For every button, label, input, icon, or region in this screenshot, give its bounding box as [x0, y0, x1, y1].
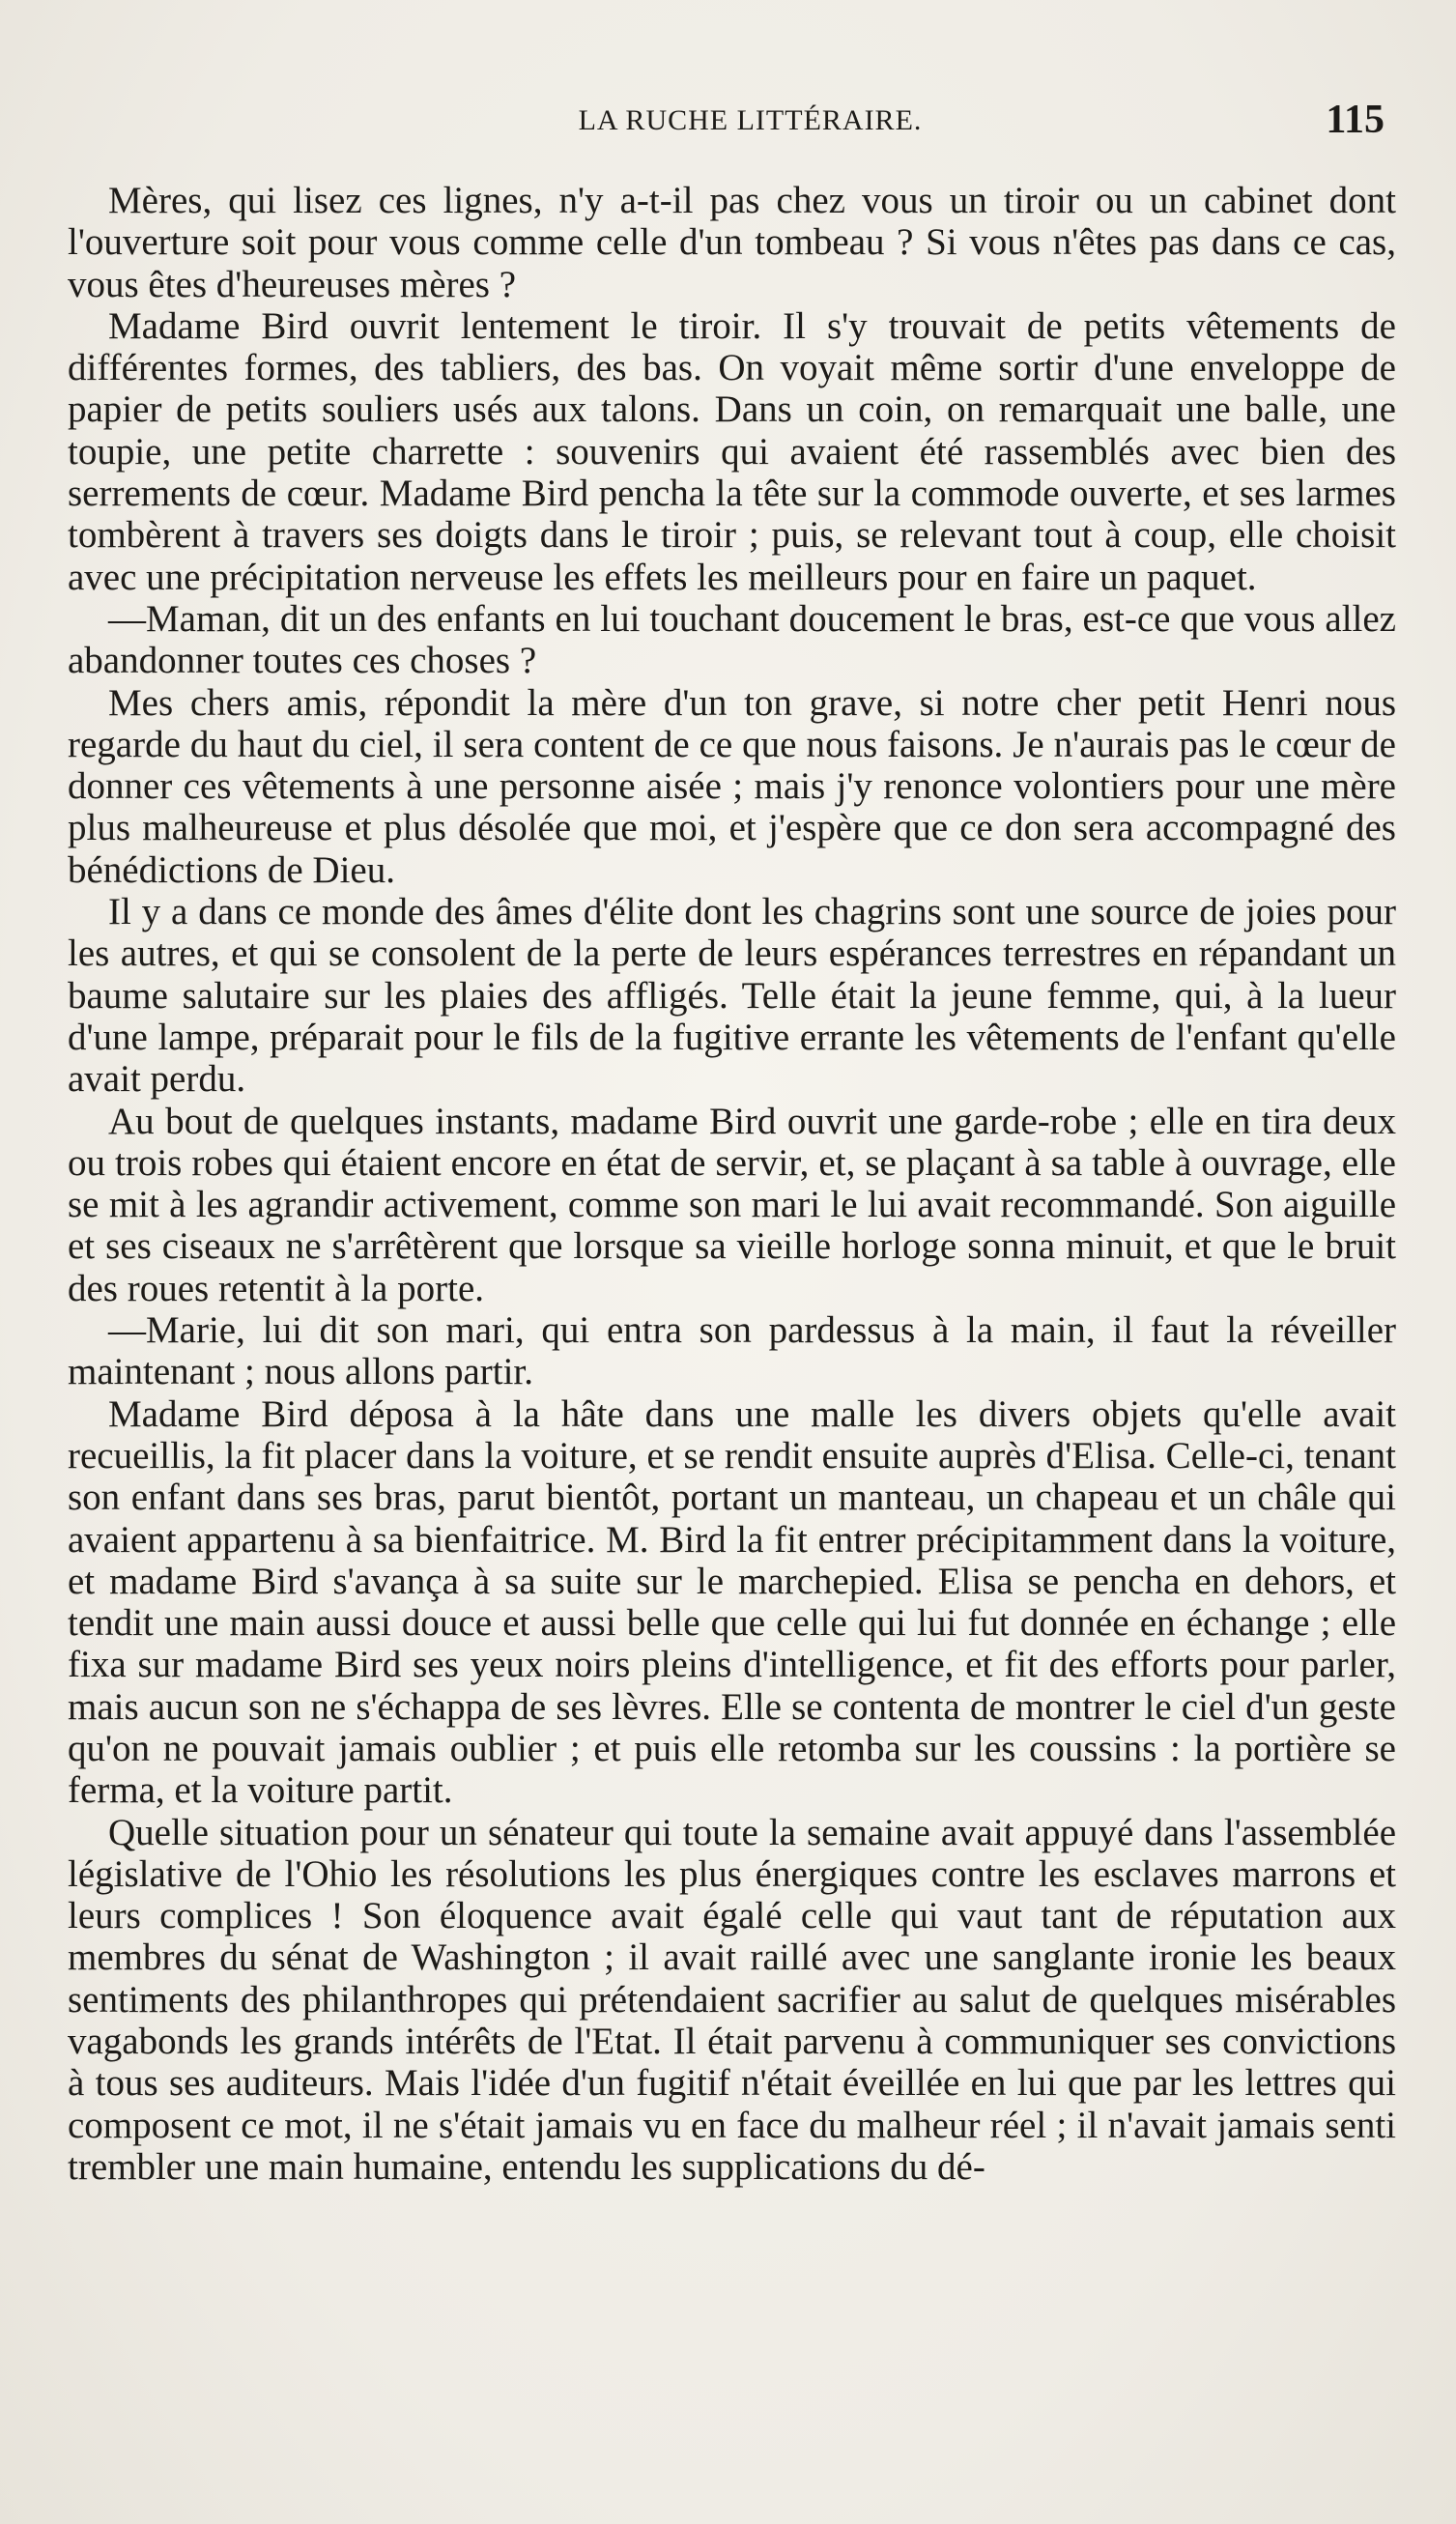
paragraph: Mes chers amis, répondit la mère d'un ton grave, si notre cher petit Henri nous regarde du haut du ciel, il sera content de ce que nous faisons. Je n'aurais pas le cœur de donner ces vêtements à une personne aisée ; mais j'y renonce volontiers pour une mère plus malheureuse et plus désolée que moi, et j'espère que ce don sera accompagné des bénédictions de Dieu.	[68, 681, 1396, 891]
running-head: LA RUCHE LITTÉRAIRE.	[578, 104, 923, 136]
paragraph: Au bout de quelques instants, madame Bird ouvrit une garde-robe ; elle en tira deux ou trois robes qui étaient encore en état de servir, et, se plaçant à sa table à ouvrage, elle se mit à les agrandir activement, comme son mari le lui avait recommandé. Son aiguille et ses ciseaux ne s'arrêtèrent que lorsque sa vieille horloge sonna minuit, et que le bruit des roues retentit à la porte.	[68, 1100, 1396, 1309]
page-header	[116, 97, 1385, 155]
body-text	[68, 180, 1396, 2188]
paragraph: —Maman, dit un des enfants en lui touchant doucement le bras, est-ce que vous allez abandonner toutes ces choses ?	[68, 597, 1396, 682]
paragraph: Il y a dans ce monde des âmes d'élite dont les chagrins sont une source de joies pour les autres, et qui se consolent de la perte de leurs espérances terrestres en répandant un baume salutaire sur les plaies des affligés. Telle était la jeune femme, qui, à la lueur d'une lampe, préparait pour le fils de la fugitive errante les vêtements de l'enfant qu'elle avait perdu.	[68, 891, 1396, 1101]
page-number: 115	[1326, 98, 1385, 142]
paragraph: Quelle situation pour un sénateur qui toute la semaine avait appuyé dans l'assemblée législative de l'Ohio les résolutions les plus énergiques contre les esclaves marrons et leurs complices ! Son éloquence avait égalé celle qui vaut tant de réputation aux membres du sénat de Washington ; il avait raillé avec une sanglante ironie les beaux sentiments des philanthropes qui prétendaient sacrifier au salut de quelques misérables vagabonds les grands intérêts de l'Etat. Il était parvenu à communiquer ses convictions à tous ses auditeurs. Mais l'idée d'un fugitif n'était éveillée en lui que par les lettres qui composent ce mot, il ne s'était jamais vu en face du malheur réel ; il n'avait jamais senti trembler une main humaine, entendu les supplications du dé-	[68, 1811, 1396, 2188]
paragraph: Mères, qui lisez ces lignes, n'y a-t-il pas chez vous un tiroir ou un cabinet dont l'ouverture soit pour vous comme celle d'un tombeau ? Si vous n'êtes pas dans ce cas, vous êtes d'heureuses mères ?	[68, 180, 1396, 305]
paragraph: Madame Bird déposa à la hâte dans une malle les divers objets qu'elle avait recueillis, la fit placer dans la voiture, et se rendit ensuite auprès d'Elisa. Celle-ci, tenant son enfant dans ses bras, parut bientôt, portant un manteau, un chapeau et un châle qui avaient appartenu à sa bienfaitrice. M. Bird la fit entrer précipitamment dans la voiture, et madame Bird s'avança à sa suite sur le marchepied. Elisa se pencha en dehors, et tendit une main aussi douce et aussi belle que celle qui lui fut donnée en échange ; elle fixa sur madame Bird ses yeux noirs pleins d'intelligence, et fit des efforts pour parler, mais aucun son ne s'échappa de ses lèvres. Elle se contenta de montrer le ciel d'un geste qu'on ne pouvait jamais oublier ; et puis elle retomba sur les coussins : la portière se ferma, et la voiture partit.	[68, 1392, 1396, 1812]
paragraph: —Marie, lui dit son mari, qui entra son pardessus à la main, il faut la réveiller maintenant ; nous allons partir.	[68, 1309, 1396, 1393]
paragraph: Madame Bird ouvrit lentement le tiroir. Il s'y trouvait de petits vêtements de différentes formes, des tabliers, des bas. On voyait même sortir d'une enveloppe de papier de petits souliers usés aux talons. Dans un coin, on remarquait une balle, une toupie, une petite charrette : souvenirs qui avaient été rassemblés avec bien des serrements de cœur. Madame Bird pencha la tête sur la commode ouverte, et ses larmes tombèrent à travers ses doigts dans le tiroir ; puis, se relevant tout à coup, elle choisit avec une précipitation nerveuse les effets les meilleurs pour en faire un paquet.	[68, 304, 1396, 598]
